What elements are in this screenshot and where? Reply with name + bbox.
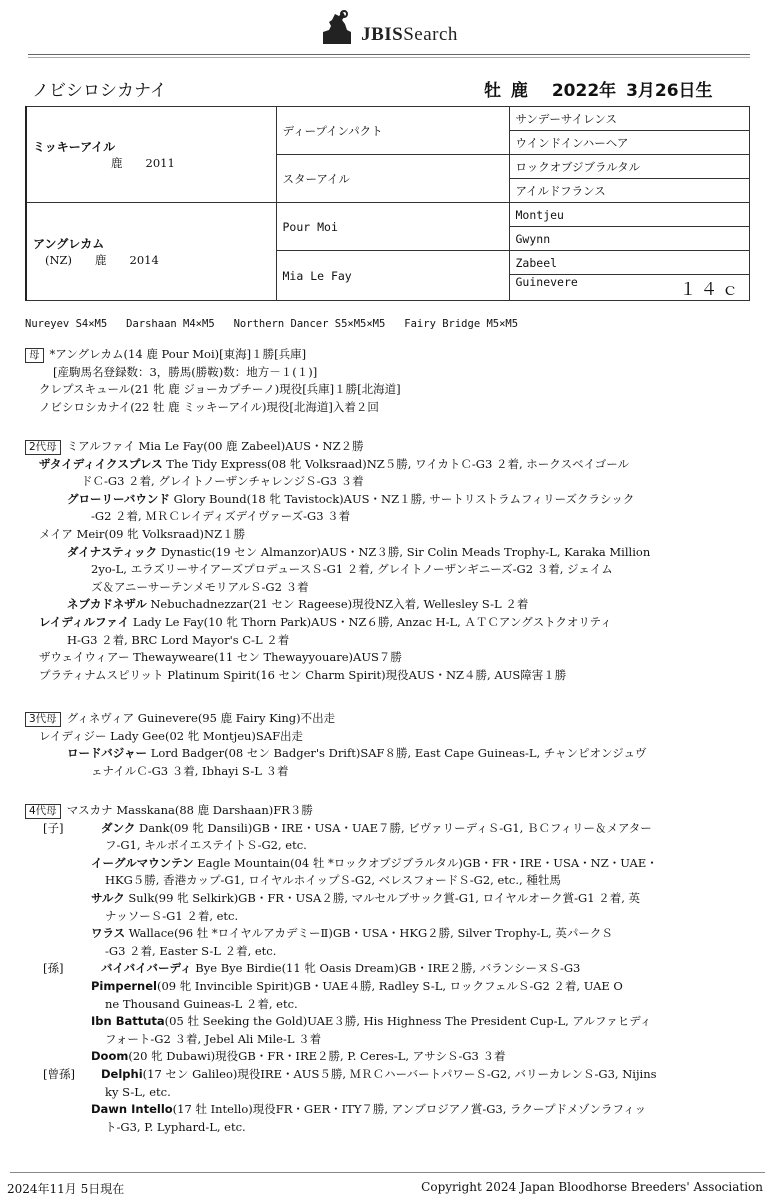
family-member-record: レイディジー Lady Gee(02 牝 Montjeu)SAF出走 <box>39 728 304 743</box>
horse-meta <box>484 76 713 101</box>
family-member-name[interactable]: バイバイバーディ <box>101 961 192 976</box>
family-member-name[interactable]: サルク <box>91 890 125 905</box>
family-member-record: (05 牡 Seeking the Gold)UAE３勝, His Highness The President Cup-L, アルファヒディ <box>164 1014 652 1029</box>
family-member-record: ズ＆アニーサーテンメモリアルＳ-G2 ３着 <box>91 579 309 594</box>
family-member-record: Sulk(99 牝 Selkirk)GB・FR・USA２勝, マルセルブサック賞-G1, ロイヤルオーク賞-G1 ２着, 英 <box>124 890 641 905</box>
grandchild-label: [孫] <box>43 961 64 976</box>
family-member-name[interactable]: Pimpernel <box>91 978 157 993</box>
family-member-record: ェナイルＣ-G3 ３着, Ibhayi S-L ３着 <box>91 763 289 778</box>
inbreeding-line: Nureyev S4×M5 Darshaan M4×M5 Northern Dancer S5×M5×M5 Fairy Bridge M5×M5 <box>25 318 519 330</box>
family-member-record: フォート-G2 ３着, Jebel Ali Mile-L ３着 <box>105 1031 322 1046</box>
offspring-label: [子] <box>43 820 64 835</box>
horse-birth: 2022年 3月26日生 <box>551 81 713 101</box>
sds-cell[interactable]: ロックオブジブラルタル <box>509 155 749 179</box>
family-member-name[interactable]: グローリーバウンド <box>67 491 170 506</box>
family-member-name[interactable]: Doom <box>91 1049 129 1064</box>
second-dam-tag: 2代母 <box>25 440 61 455</box>
sire-dam-cell[interactable]: スターアイル <box>276 155 509 203</box>
family-member-name[interactable]: ネブカドネザル <box>67 597 147 612</box>
header-divider <box>28 54 750 55</box>
horse-logo-icon <box>317 8 357 46</box>
dam-line: [産駒馬名登録数：3，勝馬(勝鞍)数：地方－１(１)] <box>53 364 318 379</box>
sire-info: 鹿 2011 <box>111 156 175 170</box>
pedigree-table <box>25 106 750 301</box>
family-member-record: Wallace(96 牡 *ロイヤルアカデミーⅡ)GB・USA・HKG２勝, Silver Trophy-L, 英パークＳ <box>125 926 613 941</box>
dam-line: クレプスキュール(21 牝 鹿 ジョーカプチーノ)現役[兵庫]１勝[北海道] <box>39 382 401 397</box>
third-dam-section <box>25 710 725 780</box>
second-dam-head: ミアルファイ Mia Le Fay(00 鹿 Zabeel)AUS・NZ２勝 <box>66 439 364 453</box>
family-member-record: (17 セン Galileo)現役IRE・AUS５勝, ＭＲＣハーバートパワーＳ-G2, バリーカレンＳ-G3, Nijins <box>142 1066 657 1081</box>
header-divider-2 <box>28 57 750 58</box>
family-member-record: フ-G1, キルボイエステイトＳ-G2, etc. <box>105 838 307 853</box>
horse-color: 鹿 <box>510 81 528 101</box>
family-member-record: H-G3 ２着, BRC Lord Mayor's C-L ２着 <box>67 632 290 647</box>
dam-dam-cell[interactable]: Mia Le Fay <box>276 251 509 301</box>
family-member-name[interactable]: ザタイディイクスプレス <box>39 456 163 471</box>
sss-cell[interactable]: サンデーサイレンス <box>509 107 749 131</box>
family-member-name[interactable]: ロードバジャー <box>67 746 148 761</box>
dam-tag: 母 <box>25 348 44 363</box>
family-member-name[interactable]: Delphi <box>101 1066 143 1081</box>
footer-divider <box>10 1172 765 1173</box>
family-member-record: プラティナムスピリット Platinum Spirit(16 セン Charm Spirit)現役AUS・NZ４勝, AUS障害１勝 <box>39 667 567 682</box>
family-member-record: Nebuchadnezzar(21 セン Rageese)現役NZ入着, Wellesley S-L ２着 <box>146 597 529 612</box>
family-member-name[interactable]: イーグルマウンテン <box>91 855 194 870</box>
horse-title-row <box>32 76 732 100</box>
ddd-cell[interactable] <box>509 275 749 301</box>
logo-text: JBISSearch <box>361 24 458 45</box>
ssd-cell[interactable]: ウインドインハーヘア <box>509 131 749 155</box>
site-logo[interactable] <box>0 8 775 50</box>
family-member-record: Dynastic(19 セン Almanzor)AUS・NZ３勝, Sir Colin Meads Trophy-L, Karaka Million <box>157 544 651 559</box>
sire-sire-cell[interactable]: ディープインパクト <box>276 107 509 155</box>
third-dam-tag: 3代母 <box>25 712 61 727</box>
cross-count: １４ｃ <box>679 280 743 300</box>
family-member-name[interactable]: ダイナスティック <box>67 544 158 559</box>
footer-copyright: Copyright 2024 Japan Bloodhorse Breeders' Association <box>421 1180 763 1194</box>
family-member-name[interactable]: Ibn Battuta <box>91 1014 165 1029</box>
dam-line: ノビシロシカナイ(22 牡 鹿 ミッキーアイル)現役[北海道]入着２回 <box>39 399 379 414</box>
dam-line: *アングレカム(14 鹿 Pour Moi)[東海]１勝[兵庫] <box>49 347 307 361</box>
family-member-record: ト-G3, P. Lyphard-L, etc. <box>105 1119 246 1134</box>
dam-info: (NZ) 鹿 2014 <box>45 253 159 267</box>
family-member-record: (17 牡 Intello)現役FR・GER・ITY７勝, アンブロジアノ賞-G3, ラクープドメゾンラフィッ <box>172 1102 647 1117</box>
dds-cell[interactable]: Zabeel <box>509 251 749 275</box>
fourth-dam-section <box>25 802 725 1136</box>
family-member-record: Glory Bound(18 牝 Tavistock)AUS・NZ１勝, サートリストラムフィリーズクラシック <box>169 491 635 506</box>
great-grandchild-label: [曾孫] <box>43 1066 75 1081</box>
family-member-record: Eagle Mountain(04 牡 *ロックオブジブラルタル)GB・FR・IRE・USA・NZ・UAE・ <box>193 855 658 870</box>
family-member-record: メイア Meir(09 牝 Volksraad)NZ１勝 <box>39 526 246 541</box>
family-member-record: Lord Badger(08 セン Badger's Drift)SAF８勝, East Cape Guineas-L, チャンピオンジュヴ <box>147 746 647 761</box>
dsd-cell[interactable]: Gwynn <box>509 227 749 251</box>
second-dam-section <box>25 438 725 684</box>
family-member-name[interactable]: Dawn Intello <box>91 1102 173 1117</box>
family-member-record: ky S-L, etc. <box>105 1084 171 1099</box>
dam-cell[interactable] <box>26 203 276 301</box>
family-member-name[interactable]: ダンク <box>101 820 136 835</box>
family-member-record: (20 牝 Dubawi)現役GB・FR・IRE２勝, P. Ceres-L, アサシＳ-G3 ３着 <box>128 1049 506 1064</box>
dam-section <box>25 346 725 416</box>
fourth-dam-tag: 4代母 <box>25 804 61 819</box>
third-dam-head: グィネヴィア Guinevere(95 鹿 Fairy King)不出走 <box>66 711 336 725</box>
sire-name: ミッキーアイル <box>33 140 116 154</box>
family-member-record: ザウェイウィアー Thewayweare(11 セン Thewayyouare)AUS７勝 <box>39 650 402 665</box>
dam-name: アングレカム <box>33 237 105 251</box>
dss-cell[interactable]: Montjeu <box>509 203 749 227</box>
family-member-record: 2yo-L, エラズリーサイアーズプロデュースＳ-G1 ２着, グレイトノーザンギニーズ-G2 ３着, ジェイム <box>91 562 613 577</box>
family-member-record: ナッソーＳ-G1 ２着, etc. <box>105 908 239 923</box>
sdd-cell[interactable]: アイルドフランス <box>509 179 749 203</box>
family-member-name[interactable]: ワラス <box>91 926 126 941</box>
footer-date: 2024年11月 5日現在 <box>7 1182 125 1196</box>
sire-cell[interactable] <box>26 107 276 203</box>
family-member-record: ne Thousand Guineas-L ２着, etc. <box>105 996 298 1011</box>
family-member-record: The Tidy Express(08 牝 Volksraad)NZ５勝, ワイカトＣ-G3 ２着, ホークスベイゴール <box>162 456 629 471</box>
dam-sire-cell[interactable]: Pour Moi <box>276 203 509 251</box>
family-member-name[interactable]: レイディルファイ <box>39 614 130 629</box>
family-member-record: Lady Le Fay(10 牝 Thorn Park)AUS・NZ６勝, Anzac H-L, ＡＴＣアングストクオリティ <box>129 614 612 629</box>
family-member-record: HKG５勝, 香港カップ-G1, ロイヤルホイップＳ-G2, ベレスフォードＳ-G2, etc., 種牡馬 <box>105 873 561 888</box>
ddd-name: Guinevere <box>515 275 578 289</box>
fourth-dam-head: マスカナ Masskana(88 鹿 Darshaan)FR３勝 <box>66 803 313 817</box>
horse-sex: 牡 <box>484 81 501 101</box>
family-member-record: Dank(09 牝 Dansili)GB・IRE・USA・UAE７勝, ビヴァリーディＳ-G1, ＢＣフィリー＆メアター <box>135 820 652 835</box>
family-member-record: -G3 ２着, Easter S-L ２着, etc. <box>105 943 277 958</box>
family-member-record: ドＣ-G3 ２着, グレイトノーザンチャレンジＳ-G3 ３着 <box>81 474 364 489</box>
family-member-record: (09 牝 Invincible Spirit)GB・UAE４勝, Radley S-L, ロックフェルＳ-G2 ２着, UAE O <box>157 978 623 993</box>
family-member-record: Bye Bye Birdie(11 牝 Oasis Dream)GB・IRE２勝, バランシーヌＳ-G3 <box>191 961 581 976</box>
horse-name: ノビシロシカナイ <box>32 81 167 101</box>
family-member-record: -G2 ２着, ＭＲＣレイディズデイヴァーズ-G3 ３着 <box>91 509 351 524</box>
